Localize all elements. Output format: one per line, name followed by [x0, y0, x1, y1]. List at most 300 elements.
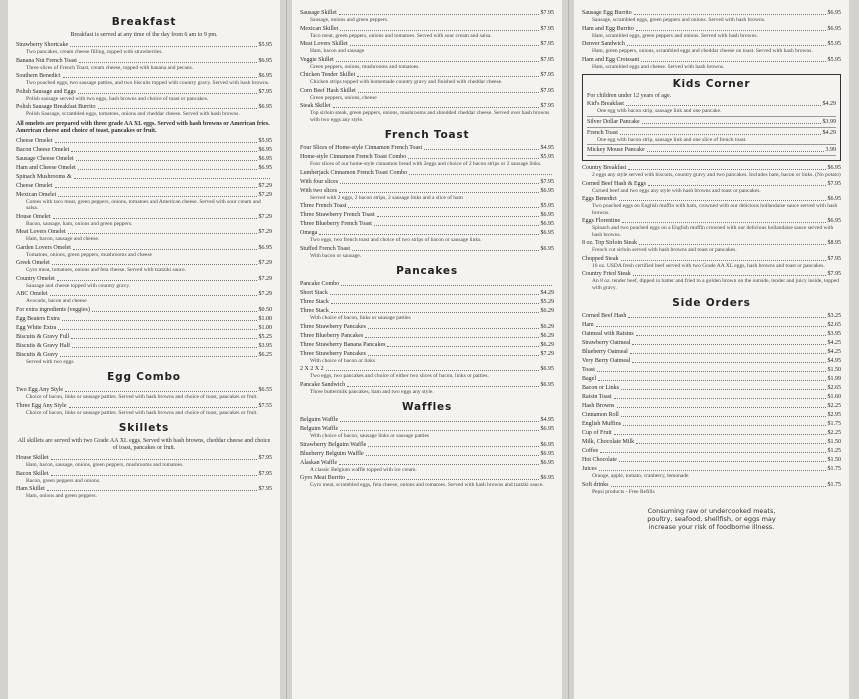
- menu-item-price: $7.95: [258, 88, 272, 95]
- menu-item-row: [582, 349, 841, 356]
- menu-item-row: [16, 455, 272, 462]
- menu-item-name: Three French Toast: [300, 203, 347, 209]
- menu-item: [16, 471, 272, 485]
- menu-item-price: $5.95: [540, 154, 554, 160]
- dot-leader: [648, 185, 826, 186]
- menu-item-row: [582, 256, 841, 263]
- menu-item-price: $1.75: [827, 466, 841, 472]
- menu-item-price: $6.95: [540, 366, 554, 372]
- menu-item: [16, 343, 272, 350]
- dot-leader: [76, 160, 257, 161]
- dot-leader: [597, 371, 826, 372]
- section-heading: Side Orders: [672, 297, 751, 309]
- dot-leader: [58, 196, 256, 197]
- menu-item-name: Meat Lovers Omelet: [16, 229, 66, 235]
- dot-leader: [636, 335, 826, 336]
- menu-item-name: Ham and Egg Croissant: [582, 56, 640, 63]
- dot-leader: [72, 347, 256, 348]
- menu-item-row: [16, 147, 272, 154]
- menu-item-price: $6.95: [827, 25, 841, 32]
- kids-menu-list: [587, 100, 836, 156]
- menu-item: [16, 58, 272, 72]
- menu-item-description: Avocado, bacon and cheese: [26, 298, 87, 304]
- dot-leader: [366, 455, 539, 456]
- menu-item-description: Sausage, scrambled eggs, green peppers and onions. Served with hash browns.: [592, 17, 766, 23]
- menu-item-price: $1.60: [827, 394, 841, 400]
- dot-leader: [340, 183, 538, 184]
- menu-item: [587, 129, 836, 146]
- dot-leader: [632, 362, 825, 363]
- menu-item-price: $1.75: [827, 421, 841, 427]
- dot-leader: [614, 398, 826, 399]
- menu-item-name: Blueberry Oatmeal: [582, 349, 628, 355]
- menu-item-name: Bacon Skillet: [16, 470, 49, 477]
- menu-item-price: $7.95: [540, 56, 554, 63]
- menu-item-name: Bacon Cheese Omelet: [16, 146, 70, 153]
- menu-item-description: With bacon or sausage.: [310, 252, 362, 259]
- menu-item-row: [582, 10, 841, 17]
- menu-item: [16, 387, 272, 401]
- menu-item-row: [300, 246, 554, 253]
- menu-item-description: Pepsi products - Free Refills: [592, 488, 655, 495]
- menu-item: [582, 448, 841, 455]
- dot-leader: [358, 92, 539, 93]
- menu-item-price: $3.95: [258, 342, 272, 349]
- menu-item: [16, 316, 272, 323]
- dot-leader: [647, 151, 824, 152]
- dot-leader: [641, 61, 825, 62]
- menu-item-row: [582, 331, 841, 338]
- menu-item-price: $4.95: [827, 358, 841, 364]
- dot-leader: [599, 470, 826, 471]
- menu-item-row: [16, 42, 272, 49]
- menu-item-price: $2.25: [827, 403, 841, 409]
- menu-item-description: One egg with bacon strip, sausage link and one pancake.: [597, 108, 722, 114]
- dot-leader: [387, 346, 538, 347]
- menu-item-description: Tomatoes, onions, green peppers, mushrooms and cheese: [26, 251, 152, 258]
- menu-item-row: [300, 342, 554, 349]
- menu-item: [582, 358, 841, 365]
- menu-item-name: Hot Chocolate: [582, 457, 617, 463]
- menu-item-row: [582, 26, 841, 33]
- menu-item-description: Polish sausage served with two eggs, hash browns and choice of toast or pancakes.: [26, 95, 209, 102]
- menu-item: [16, 183, 272, 190]
- menu-item: [300, 299, 554, 306]
- menu-item-row: [300, 203, 554, 210]
- menu-item: [300, 460, 554, 474]
- menu-item-name: Ham and Egg Burrito: [582, 25, 634, 32]
- menu-item-price: $7.95: [540, 87, 554, 94]
- menu-item-name: Three Strawberry Banana Pancakes: [300, 341, 386, 348]
- menu-item: [582, 367, 841, 374]
- dot-leader: [621, 416, 826, 417]
- menu-item-row: [582, 412, 841, 419]
- menu-item-price: $1.25: [827, 448, 841, 454]
- section-heading: Kids Corner: [672, 78, 751, 90]
- menu-item: [16, 229, 272, 243]
- menu-item-description: With choice of bacon, links or sausage patties: [310, 315, 411, 321]
- menu-item-row: [582, 313, 841, 320]
- dot-leader: [51, 475, 257, 476]
- menu-item-name: Oatmeal with Raisins: [582, 331, 634, 337]
- menu-item-price: $8.95: [827, 240, 841, 246]
- menu-item-row: [582, 271, 841, 278]
- menu-item-price: $7.29: [258, 213, 272, 220]
- dot-leader: [357, 76, 538, 77]
- dot-leader: [350, 45, 539, 46]
- menu-item-name: Egg White Extra: [16, 324, 57, 331]
- menu-item-row: [582, 394, 841, 401]
- menu-item-name: With two slices: [300, 187, 338, 194]
- dot-leader: [331, 312, 539, 313]
- menu-item-row: [16, 325, 272, 332]
- menu-item-row: [16, 334, 272, 341]
- menu-item: [16, 486, 272, 500]
- menu-item-name: Sausage Egg Burrito: [582, 10, 632, 16]
- dot-leader: [69, 407, 257, 408]
- dot-leader: [333, 107, 539, 108]
- dot-leader: [623, 425, 825, 426]
- menu-item-row: [300, 475, 554, 482]
- menu-item-price: $7.95: [258, 455, 272, 461]
- menu-item-price: $6.25: [258, 351, 272, 358]
- breakfast-specials-list: [582, 165, 841, 291]
- menu-item-description: Corned beef and two eggs any style with hash browns and toast or pancakes.: [592, 187, 761, 194]
- menu-item: [582, 26, 841, 40]
- menu-item-price: $6.95: [540, 441, 554, 448]
- menu-item-name: Polish Sausage and Eggs: [16, 88, 76, 95]
- menu-item-name: Milk, Chocolate Milk: [582, 439, 635, 445]
- menu-item-description: Ham, onions and green peppers.: [26, 493, 97, 499]
- section-heading: Pancakes: [396, 265, 458, 277]
- menu-item-name: Hash Browns: [582, 403, 615, 409]
- dot-leader: [340, 30, 538, 31]
- dot-leader: [617, 407, 826, 408]
- menu-item-row: [587, 119, 836, 126]
- menu-item: [582, 340, 841, 347]
- dot-leader: [347, 386, 538, 387]
- dot-leader: [636, 443, 825, 444]
- section-note: Breakfast is served at any time of the day from 6 am to 9 pm.: [70, 32, 218, 38]
- menu-item-row: [582, 367, 841, 374]
- menu-item-price: 3.99: [825, 147, 836, 153]
- dot-leader: [339, 464, 538, 465]
- menu-item-price: $4.29: [822, 101, 836, 107]
- menu-item-name: Chicken Tender Skillet: [300, 72, 356, 78]
- menu-item-name: Juices: [582, 466, 597, 472]
- menu-item-name: Very Berry Oatmeal: [582, 358, 631, 364]
- menu-item-price: $7.95: [540, 41, 554, 47]
- menu-item-description: Sausage, onions and green peppers.: [310, 17, 389, 23]
- menu-item-price: $7.55: [258, 402, 272, 409]
- menu-item-price: $4.95: [540, 145, 554, 151]
- menu-item-row: [300, 57, 554, 64]
- menu-item-description: Comes with taco meat, green peppers, onions, tomatoes and American cheese. Served with sour cream and salsa.: [26, 198, 261, 211]
- menu-item-description: Three slices of French Toast, cream cheese, topped with banana and pecans.: [26, 64, 194, 71]
- dot-leader: [319, 234, 538, 235]
- menu-item-row: [16, 229, 272, 236]
- menu-item-price: $6.95: [540, 426, 554, 432]
- menu-item: [300, 72, 554, 86]
- menu-item: [16, 334, 272, 341]
- menu-item-row: [300, 10, 554, 17]
- menu-item: [300, 212, 554, 219]
- menu-item-description: Green peppers, onions, cheese: [310, 94, 377, 101]
- menu-item-description: Green peppers, onions, mushrooms and tomatoes.: [310, 63, 420, 70]
- menu-item: [16, 147, 272, 154]
- menu-item-name: House Skillet: [16, 455, 49, 461]
- menu-item: [300, 382, 554, 396]
- menu-item-name: Mickey Mouse Pancake: [587, 147, 645, 153]
- menu-item-name: Three Stack: [300, 299, 329, 305]
- burritos-sandwiches-list: [582, 10, 841, 70]
- menu-item-description: Ham, bacon, sausage, onions, green peppers, mushrooms and tomatoes.: [26, 462, 184, 468]
- menu-item-name: House Omelet: [16, 213, 51, 220]
- menu-item-description: Choice of bacon, links or sausage patties. Served with hash browns and choice of toast, pancakes or fruit.: [26, 409, 258, 416]
- menu-item-row: [16, 156, 272, 163]
- menu-item-name: Strawberry Belguim Waffle: [300, 441, 367, 448]
- dot-leader: [65, 391, 256, 392]
- dot-leader: [634, 14, 826, 15]
- menu-item-description: Top sirloin steak, green peppers, onions, mushrooms and shredded cheddar cheese. Served over hash browns with two eggs any style.: [310, 110, 550, 123]
- dot-leader: [62, 320, 257, 321]
- menu-item: [300, 281, 554, 288]
- dot-leader: [622, 222, 825, 223]
- menu-item-description: Two eggs, two pancakes and choice of either two slices of bacon, links or patties.: [310, 373, 489, 379]
- menu-item-row: [300, 154, 554, 161]
- menu-item-row: [16, 316, 272, 323]
- menu-item-row: [16, 352, 272, 359]
- menu-item-name: Three Blueberry Pancakes: [300, 332, 364, 339]
- menu-item-row: [300, 308, 554, 315]
- menu-item-price: $5.29: [540, 299, 554, 305]
- menu-item: [582, 10, 841, 24]
- menu-item-price: $7.95: [540, 72, 554, 78]
- menu-item-price: $6.29: [540, 332, 554, 339]
- menu-item-name: Pancake Sandwich: [300, 381, 346, 388]
- menu-item-row: [582, 340, 841, 347]
- menu-item-price: $6.95: [827, 165, 841, 171]
- menu-item: [300, 290, 554, 297]
- menu-item-row: [582, 322, 841, 329]
- menu-item-name: Three Strawberry French Toast: [300, 212, 375, 218]
- menu-item-row: [16, 486, 272, 493]
- dot-leader: [633, 275, 826, 276]
- menu-item-name: Corned Beef Hash & Eggs: [582, 180, 646, 187]
- menu-item: [16, 138, 272, 145]
- menu-item-price: $6.95: [827, 196, 841, 202]
- menu-item-name: Ham and Cheese Omelet: [16, 164, 76, 171]
- menu-item-name: Country Omelet: [16, 275, 55, 282]
- menu-item-row: [300, 426, 554, 433]
- menu-item-description: Ham, bacon and sausage: [310, 48, 365, 54]
- menu-item-description: Chicken strips topped with homemade country gravy and finished with cheddar cheese.: [310, 79, 503, 85]
- menu-item-price: $4.95: [540, 417, 554, 423]
- menu-item-row: [300, 442, 554, 449]
- dot-leader: [341, 285, 552, 286]
- menu-item-name: Cinnamon Roll: [582, 412, 619, 418]
- menu-item: [582, 466, 841, 480]
- menu-item-name: Cup of Fruit: [582, 430, 612, 436]
- dot-leader: [68, 233, 257, 234]
- menu-item-name: Chopped Steak: [582, 255, 619, 262]
- menu-item-name: Three Strawberry Pancakes: [300, 350, 366, 357]
- menu-item: [582, 430, 841, 437]
- menu-item: [587, 100, 836, 117]
- menu-item: [587, 118, 836, 128]
- menu-item-price: $6.95: [540, 221, 554, 227]
- dot-leader: [424, 149, 538, 150]
- dot-leader: [57, 280, 257, 281]
- menu-item-name: Mexican Omelet: [16, 191, 57, 198]
- menu-item-row: [300, 145, 554, 152]
- menu-item-name: Corned Beef Hash: [582, 313, 627, 319]
- menu-item-price: $5.95: [827, 56, 841, 63]
- menu-item: [300, 179, 554, 186]
- menu-item: [16, 325, 272, 332]
- menu-item-price: $5.95: [258, 137, 272, 144]
- menu-item: [16, 307, 272, 314]
- dot-leader: [408, 158, 538, 159]
- menu-item-price: $6.29: [540, 308, 554, 314]
- menu-item-description: Gyro meat, tomatoes, onions and feta cheese. Served with tzatziki sauce.: [26, 267, 187, 273]
- menu-item: [300, 154, 554, 168]
- menu-item-price: $7.29: [258, 229, 272, 235]
- dot-leader: [365, 337, 538, 338]
- page-fold: [568, 0, 569, 699]
- menu-item-row: [300, 103, 554, 110]
- dot-leader: [621, 260, 826, 261]
- menu-item-description: With choice of bacon or links: [310, 357, 375, 364]
- menu-item-price: $6.29: [540, 323, 554, 330]
- menu-item-name: Banana Nut French Toast: [16, 57, 77, 64]
- menu-item: [16, 42, 272, 56]
- menu-item-description: Ham, green peppers, onions, scrambled eggs and cheddar cheese on toast. Served with hash browns.: [592, 48, 813, 54]
- menu-item-price: $7.95: [827, 271, 841, 277]
- menu-item-price: $6.95: [827, 218, 841, 224]
- menu-item-description: Orange, apple, tomato, cranberry, lemonade: [592, 473, 689, 479]
- section-footnote: All omelets are prepared with three grade AA XL eggs. Served with hash browns or American fries. American cheese and choice of toast, pancakes or fruit.: [16, 120, 270, 134]
- menu-item: [582, 394, 841, 401]
- menu-panel-left: [8, 0, 280, 699]
- menu-item-row: [582, 196, 841, 203]
- dot-leader: [600, 452, 825, 453]
- dot-leader: [55, 187, 257, 188]
- side-orders-list: [582, 313, 841, 495]
- menu-item-price: $6.95: [258, 146, 272, 153]
- menu-item-price: $6.95: [540, 212, 554, 218]
- menu-item: [300, 10, 554, 24]
- dot-leader: [74, 178, 270, 179]
- menu-item: [582, 385, 841, 392]
- menu-item-price: $5.25: [258, 333, 272, 340]
- dot-leader: [348, 207, 538, 208]
- menu-item-row: [16, 73, 272, 80]
- menu-item-price: $7.29: [258, 260, 272, 266]
- menu-item-description: 10 oz. USDA fresh certified beef served with two Grade AA XL eggs, hash browns and toast or pancakes.: [592, 262, 825, 269]
- menu-item: [582, 457, 841, 464]
- menu-item-price: $7.29: [258, 182, 272, 189]
- dot-leader: [340, 430, 538, 431]
- dot-leader: [619, 200, 826, 201]
- menu-item-name: Greek Omelet: [16, 260, 50, 266]
- menu-item: [582, 165, 841, 179]
- menu-item-price: $6.95: [258, 244, 272, 251]
- menu-item-price: $7.95: [827, 255, 841, 262]
- menu-item-name: ABC Omelet: [16, 291, 48, 297]
- menu-item-name: Silver Dollar Pancake: [587, 118, 640, 125]
- menu-item-row: [582, 403, 841, 410]
- menu-item: [582, 403, 841, 410]
- dot-leader: [340, 421, 538, 422]
- menu-item-name: Ham: [582, 322, 594, 328]
- menu-item-name: Gyro Meat Burrito: [300, 475, 345, 481]
- section-heading: Skillets: [118, 422, 170, 434]
- dot-leader: [374, 225, 539, 226]
- menu-item-price: $6.95: [258, 155, 272, 162]
- dot-leader: [336, 61, 539, 62]
- dot-leader: [55, 142, 257, 143]
- menu-item-description: Bacon, green peppers and onions.: [26, 477, 101, 484]
- menu-item-name: Omega: [300, 230, 318, 236]
- menu-item-price: $1.99: [827, 376, 841, 382]
- menu-item: [300, 230, 554, 244]
- menu-item-price: $4.29: [540, 290, 554, 296]
- section-heading: Egg Combo: [107, 371, 181, 383]
- dot-leader: [347, 479, 539, 480]
- menu-item-row: [300, 212, 554, 219]
- menu-item-description: Four slices of our home-style cinnamon bread with 2eggs and choice of 2 bacon strips or 2 sausage links.: [310, 161, 542, 167]
- menu-item: [16, 245, 272, 259]
- menu-item-price: $3.25: [827, 313, 841, 319]
- menu-item-name: Three Blueberry French Toast: [300, 221, 372, 227]
- menu-item-row: [300, 382, 554, 389]
- menu-item-description: Ham, scrambled eggs, green peppers and onions. Served with hash browns.: [592, 32, 758, 39]
- menu-item-row: [582, 430, 841, 437]
- menu-item-row: [582, 165, 841, 172]
- menu-item: [582, 271, 841, 291]
- menu-item-price: $7.29: [258, 291, 272, 297]
- menu-item-name: For extra ingredients (veggies): [16, 306, 90, 313]
- menu-item-name: Country Fried Steak: [582, 271, 631, 277]
- kids-corner-box: [582, 74, 841, 161]
- menu-item-row: [582, 41, 841, 48]
- dot-leader: [331, 303, 539, 304]
- menu-item-price: $6.95: [540, 475, 554, 481]
- menu-item-row: [16, 89, 272, 96]
- menu-item: [582, 412, 841, 419]
- menu-item-price: $6.95: [827, 10, 841, 16]
- menu-item: [16, 291, 272, 305]
- menu-item-row: [16, 183, 272, 190]
- menu-item-row: [300, 230, 554, 237]
- menu-item-row: [582, 439, 841, 446]
- dot-leader: [58, 329, 256, 330]
- menu-item: [587, 146, 836, 156]
- menu-item-description: A classic Belgium waffle topped with ice cream.: [310, 466, 417, 473]
- menu-item-price: $1.00: [258, 324, 272, 331]
- menu-item-row: [16, 387, 272, 394]
- dot-leader: [628, 169, 825, 170]
- menu-item: [582, 218, 841, 238]
- menu-item-name: Egg Beaters Extra: [16, 315, 60, 322]
- menu-item-name: Country Breakfast: [582, 165, 627, 171]
- menu-item-row: [587, 147, 836, 154]
- menu-item: [16, 455, 272, 469]
- menu-item-name: Biscuits & Gravy: [16, 351, 58, 358]
- menu-item-row: [587, 101, 836, 108]
- menu-item-name: Short Stack: [300, 290, 328, 296]
